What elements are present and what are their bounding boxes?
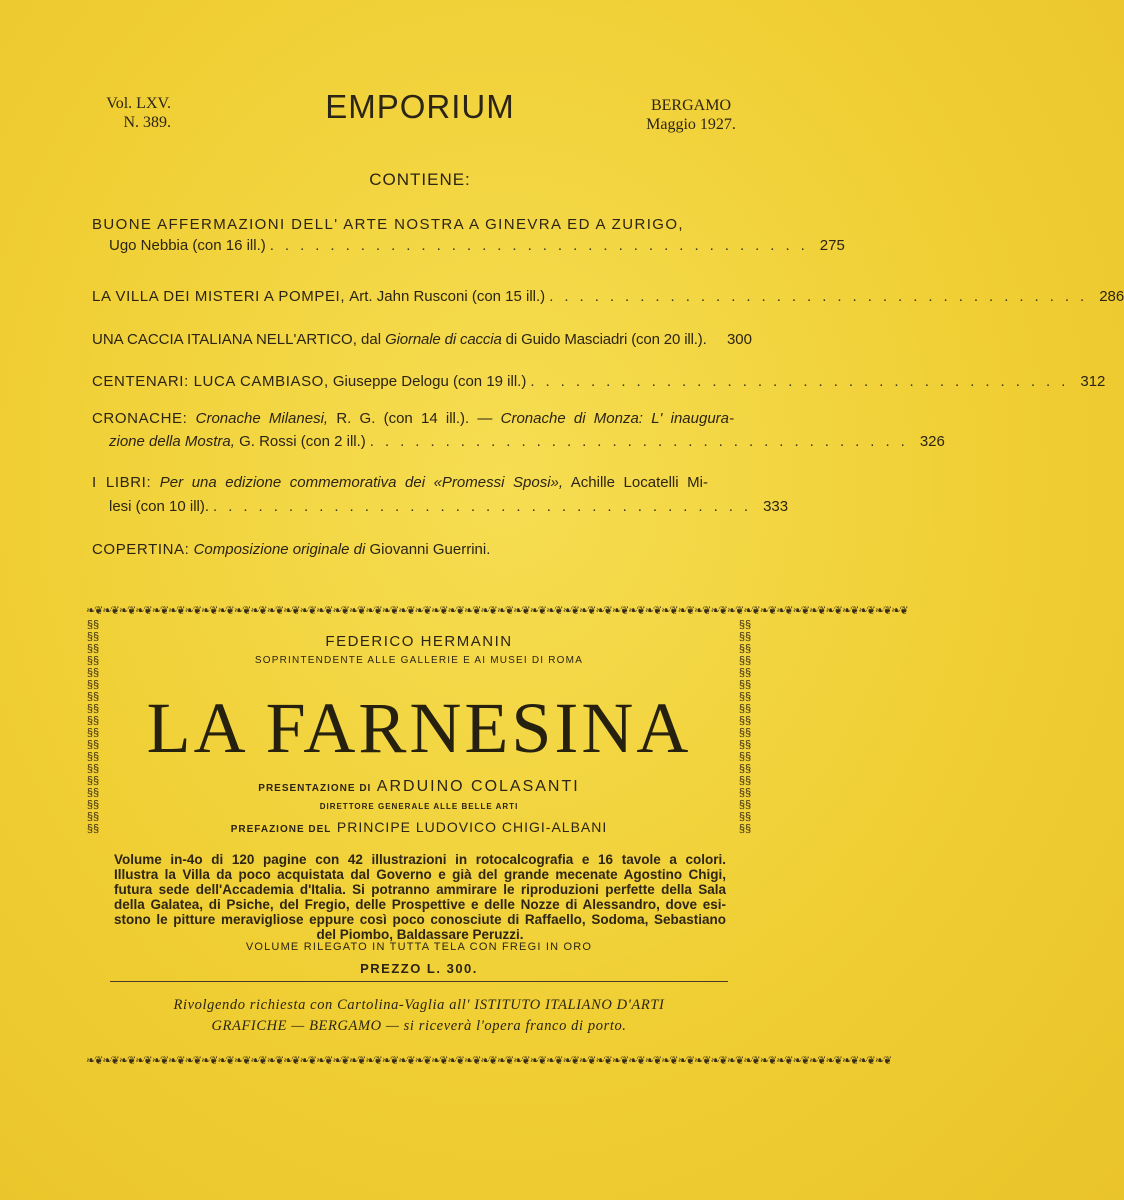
- advertisement-box: [86, 603, 908, 1069]
- ad-preface-label: PREFAZIONE DEL: [230, 824, 332, 835]
- toc-source: Giornale di caccia: [385, 331, 502, 348]
- toc-source: Cronache Milanesi,: [195, 410, 329, 427]
- toc-entry: [92, 286, 1124, 307]
- ad-description: [114, 852, 726, 942]
- ad-author-role: SOPRINTENDENTE ALLE GALLERIE E AI MUSEI DI ROMA: [254, 655, 584, 666]
- ornamental-border-bottom: ❧❦❧❦❧❦❧❦❧❦❧❦❧❦❧❦❧❦❧❦❧❦❧❦❧❦❧❦❧❦❧❦❧❦❧❦❧❦❧❦❧❦❧❦❧❦❧❦❧❦❧❦❧❦❧❦❧❦❧❦❧❦❧❦❧❦❧❦❧❦❧❦❧❦❧❦❧❦❧❦❧❦❧❦❧❦❧❦❧❦❧❦❧❦❧❦❧❦: [86, 1055, 892, 1067]
- toc-title: CENTENARI: LUCA CAMBIASO,: [92, 373, 329, 390]
- toc-page: 326: [919, 433, 945, 450]
- toc-author: G. Rossi (con 2 ill.): [239, 433, 366, 450]
- toc-page: 300: [726, 331, 752, 348]
- toc-page: 312: [1080, 373, 1106, 390]
- toc-page: 333: [763, 498, 789, 515]
- toc-title: BUONE AFFERMAZIONI DELL' ARTE NOSTRA A GINEVRA ED A ZURIGO,: [92, 216, 684, 233]
- toc-entry: [92, 408, 945, 452]
- leader-dots: ....................................: [269, 237, 816, 254]
- ad-presenter: ARDUINO COLASANTI: [376, 778, 580, 795]
- toc-page: 286: [1099, 288, 1124, 305]
- ad-price: PREZZO L. 300.: [360, 961, 478, 976]
- leader-dots: ....................................: [530, 373, 1077, 390]
- toc-entry: [92, 329, 752, 350]
- ornamental-border-left: §§§§§§§§§§§§§§§§§§§§§§§§§§§§§§§§§§§§: [86, 619, 100, 835]
- ad-presentation-label: PRESENTAZIONE DI: [258, 783, 372, 794]
- toc-source: zione della Mostra,: [109, 433, 235, 450]
- ad-description-line: Illustra la Villa da poco acquistata dal Governo e già del grande mecenate Agostino Chigi,: [114, 867, 726, 882]
- volume-number: Vol. LXV.: [106, 95, 171, 112]
- leader-dots: ....................................: [549, 288, 1096, 305]
- issue-number: N. 389.: [123, 114, 171, 131]
- toc-author: R. G. (con 14 ill.). —: [336, 410, 493, 427]
- toc-author: Ugo Nebbia (con 16 ill.): [109, 237, 266, 254]
- ad-description-line: del Piombo, Baldassare Peruzzi.: [316, 927, 524, 942]
- toc-author: Art. Jahn Rusconi (con 15 ill.): [349, 288, 546, 305]
- toc-title: COPERTINA:: [92, 541, 190, 558]
- toc-title: UNA CACCIA ITALIANA NELL'ARTICO, dal: [92, 331, 382, 348]
- ad-presenter-role: DIRETTORE GENERALE ALLE BELLE ARTI: [319, 802, 519, 811]
- volume-info: [93, 94, 171, 132]
- toc-author: Giuseppe Delogu (con 19 ill.): [332, 373, 527, 390]
- leader-dots: ....................................: [369, 433, 916, 450]
- toc-source: Composizione originale di: [193, 541, 366, 558]
- ad-preface-author: PRINCIPE LUDOVICO CHIGI-ALBANI: [336, 819, 608, 835]
- toc-entry: [92, 472, 789, 517]
- ornamental-border-top: ❧❦❧❦❧❦❧❦❧❦❧❦❧❦❧❦❧❦❧❦❧❦❧❦❧❦❧❦❧❦❧❦❧❦❧❦❧❦❧❦❧❦❧❦❧❦❧❦❧❦❧❦❧❦❧❦❧❦❧❦❧❦❧❦❧❦❧❦❧❦❧❦❧❦❧❦❧❦❧❦❧❦❧❦❧❦❧❦❧❦❧❦❧❦❧❦❧❦❧❦: [86, 605, 908, 617]
- ad-divider: [110, 981, 728, 982]
- leader-dots: ....................................: [213, 498, 760, 515]
- toc-entry: [92, 214, 845, 256]
- advertisement-content: [104, 621, 734, 1051]
- place-date: [636, 96, 746, 134]
- ad-binding: VOLUME RILEGATO IN TUTTA TELA CON FREGI IN ORO: [245, 941, 593, 953]
- ad-order-line: Rivolgendo richiesta con Cartolina-Vaglia all' ISTITUTO ITALIANO D'ARTI: [173, 997, 665, 1013]
- ad-order-line: GRAFICHE — BERGAMO — si riceverà l'opera franco di porto.: [211, 1018, 627, 1034]
- toc-page: 275: [819, 237, 845, 254]
- toc-author: Achille Locatelli Mi-: [570, 474, 708, 491]
- ad-description-line: Volume in-4o di 120 pagine con 42 illustrazioni in rotocalcografia e 16 tavole a colori.: [114, 852, 726, 867]
- magazine-title: EMPORIUM: [325, 88, 515, 125]
- toc-title: I LIBRI:: [92, 474, 152, 491]
- toc-author: lesi (con 10 ill).: [109, 498, 210, 515]
- ad-preface: [104, 819, 734, 837]
- toc-author: di Guido Masciadri (con 20 ill.).: [505, 331, 707, 348]
- issue-date: Maggio 1927.: [646, 116, 736, 133]
- toc-title: LA VILLA DEI MISTERI A POMPEI,: [92, 288, 346, 305]
- contents-heading: CONTIENE:: [369, 170, 471, 189]
- toc-author: Giovanni Guerrini.: [369, 541, 491, 558]
- toc-source: Per una edizione commemorativa dei «Promessi Sposi»,: [159, 474, 564, 491]
- ad-description-line: della Galatea, di Psiche, del Fregio, delle Prospettive e delle Nozze di Alessandro, dove esi-: [114, 897, 726, 912]
- ad-presentation: [104, 778, 734, 796]
- ad-description-line: futura sede dell'Accademia d'Italia. Si potranno ammirare le riproduzioni perfette della Sala: [114, 882, 726, 897]
- toc-title: CRONACHE:: [92, 410, 188, 427]
- ad-book-title: LA FARNESINA: [146, 688, 692, 768]
- toc-entry: [92, 539, 752, 560]
- toc-entry: [92, 371, 1106, 392]
- ad-author: FEDERICO HERMANIN: [325, 633, 513, 650]
- ad-description-line: stono le pitture meravigliose eppure così poco conosciute di Raffaello, Sodoma, Sebastiano: [114, 912, 726, 927]
- ornamental-border-right: §§§§§§§§§§§§§§§§§§§§§§§§§§§§§§§§§§§§: [738, 619, 752, 835]
- city: BERGAMO: [650, 97, 731, 114]
- toc-source: Cronache di Monza: L' inaugura-: [500, 410, 734, 427]
